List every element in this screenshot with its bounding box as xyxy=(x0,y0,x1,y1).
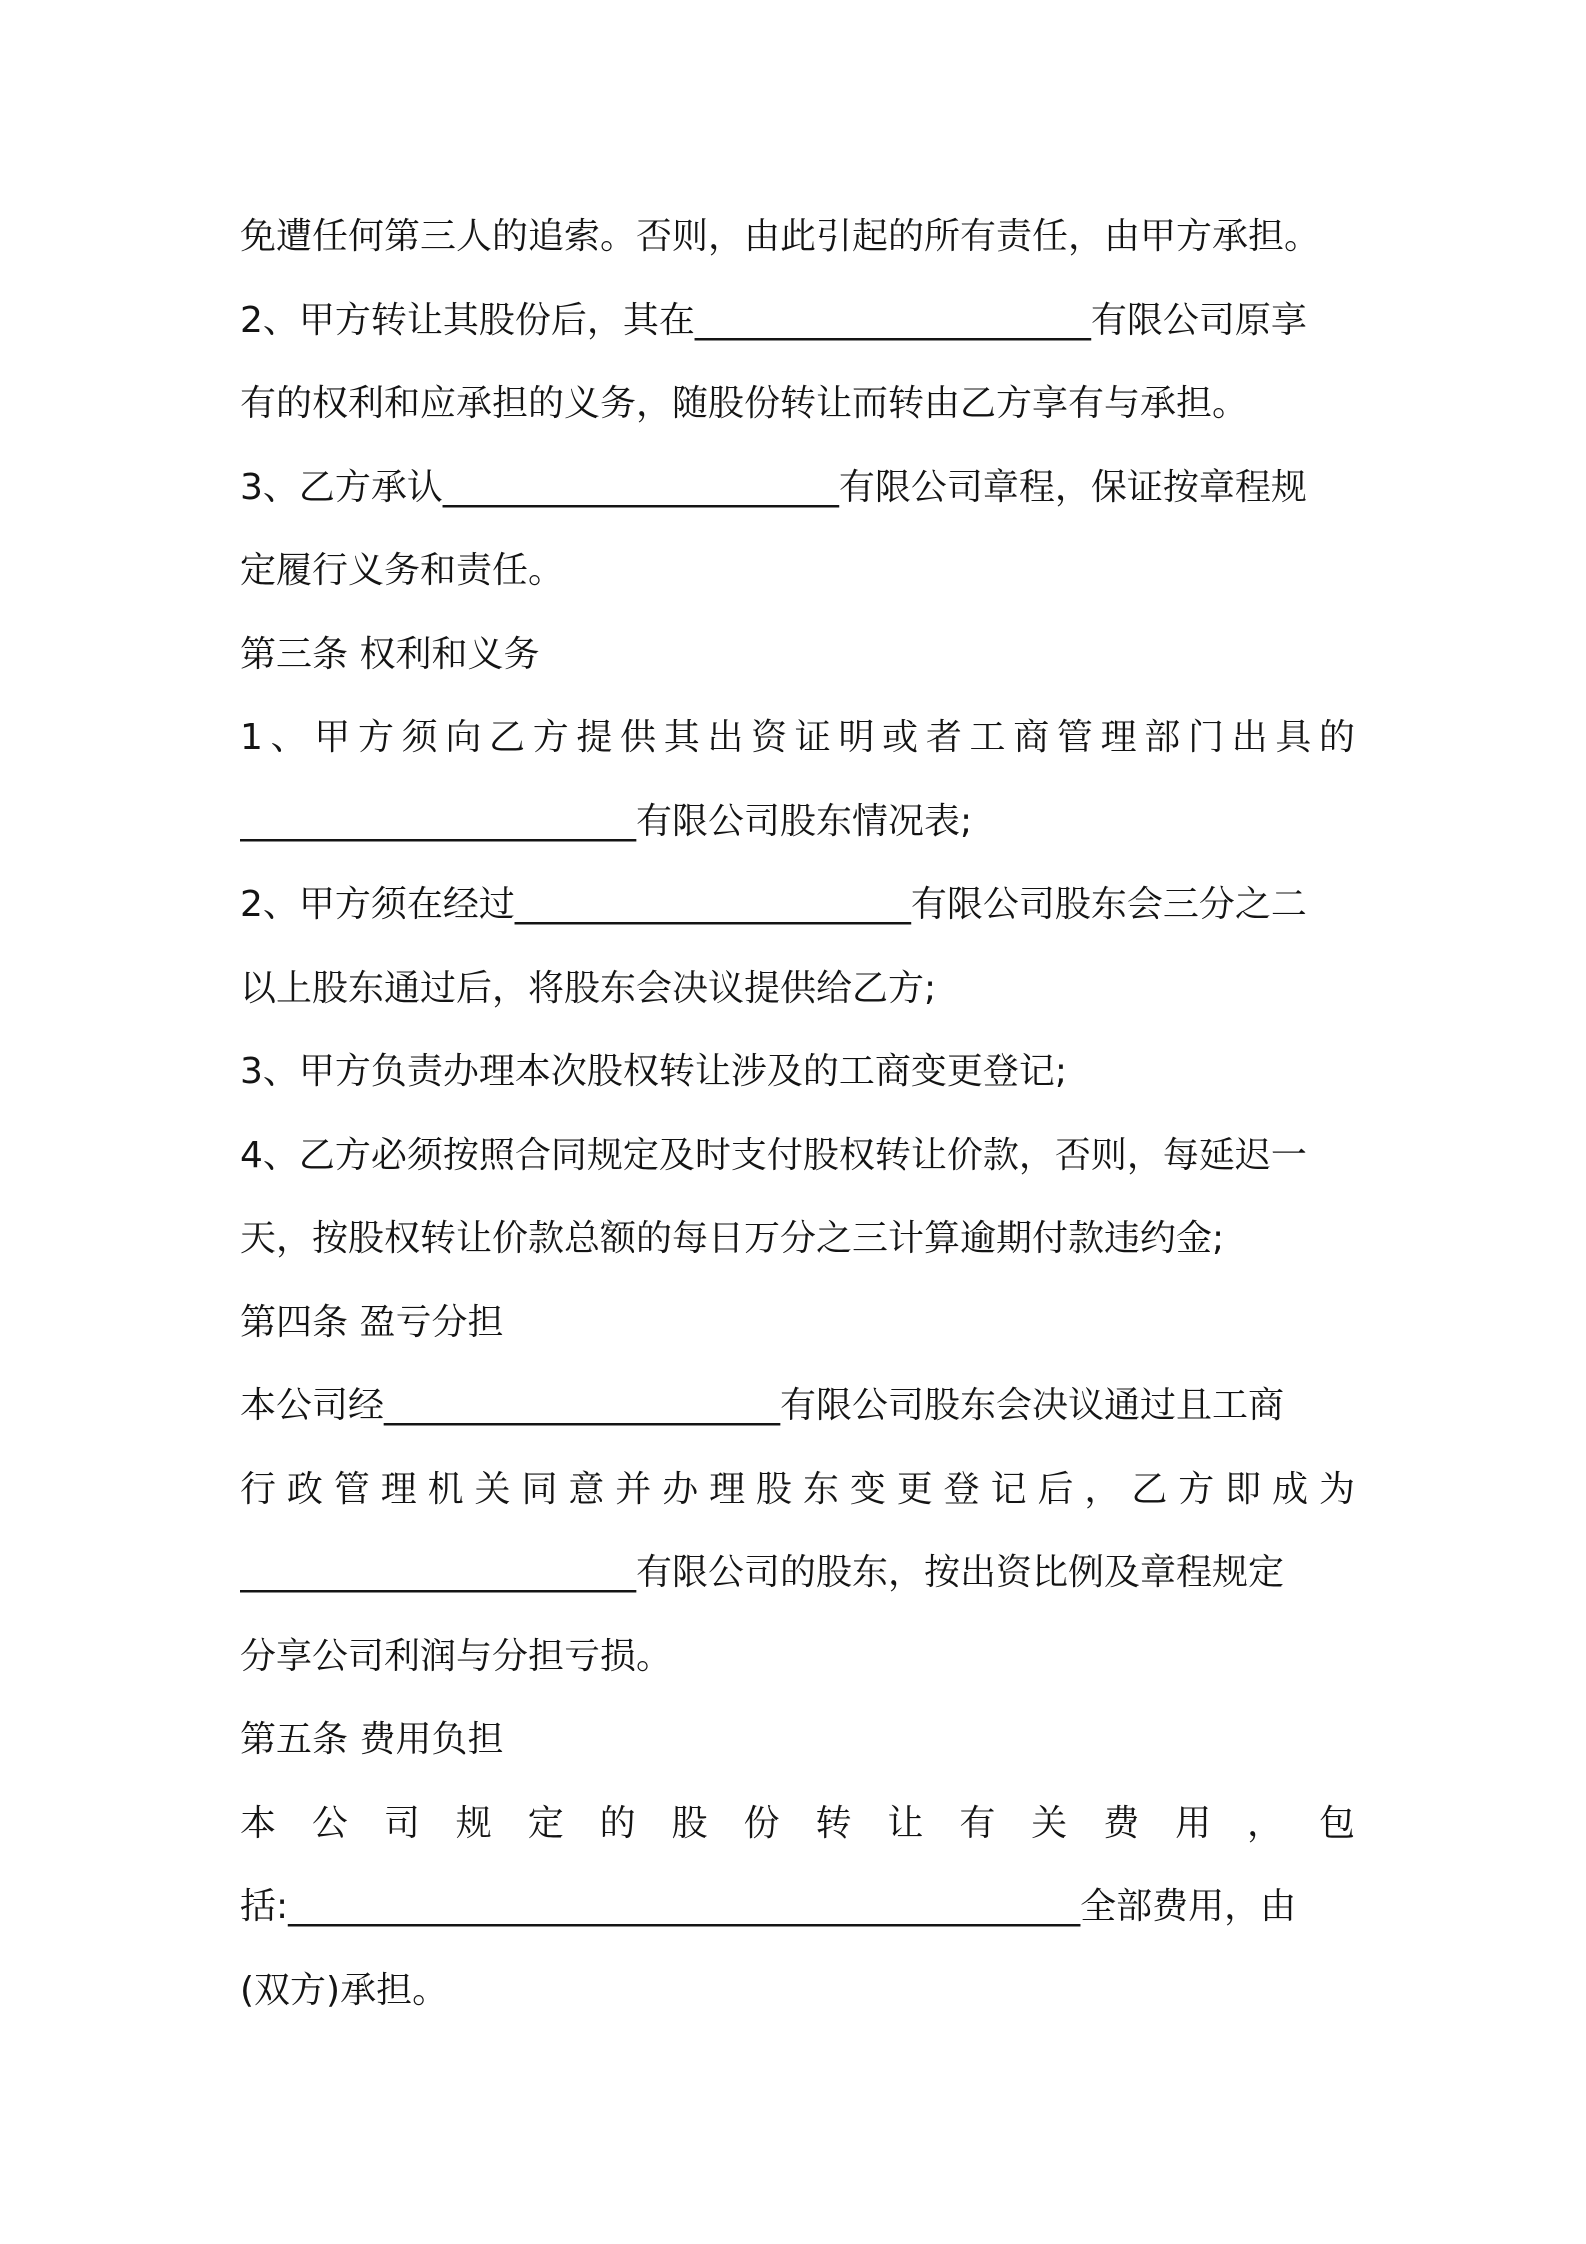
paragraph-line: 行政管理机关同意并办理股东变更登记后，乙方即成为 xyxy=(240,1468,1355,1510)
paragraph-line: (双方)承担。 xyxy=(240,1969,449,2011)
paragraph-line: 本 公 司 规 定 的 股 份 转 让 有 关 费 用 ， 包 xyxy=(240,1802,1355,1844)
paragraph-line: 以上股东通过后，将股东会决议提供给乙方; xyxy=(240,967,937,1009)
paragraph-line: 3、乙方承认______________________有限公司章程，保证按章程规 xyxy=(240,466,1307,508)
paragraph-line: 括:____________________________________________全部费用，由 xyxy=(240,1886,1297,1927)
paragraph-line: 免遭任何第三人的追索。否则，由此引起的所有责任，由甲方承担。 xyxy=(240,216,1321,257)
paragraph-line: 4、乙方必须按照合同规定及时支付股权转让价款，否则，每延迟一 xyxy=(240,1134,1307,1176)
contract-text xyxy=(240,195,1355,2032)
paragraph-line: ______________________有限公司股东情况表; xyxy=(240,800,973,842)
paragraph-line: 分享公司利润与分担亏损。 xyxy=(240,1635,673,1677)
paragraph-line: 有的权利和应承担的义务，随股份转让而转由乙方享有与承担。 xyxy=(240,383,1249,424)
paragraph-line: ______________________有限公司的股东，按出资比例及章程规定 xyxy=(240,1552,1285,1593)
paragraph-line: 2、甲方须在经过______________________有限公司股东会三分之二 xyxy=(240,884,1307,925)
paragraph-line: 天，按股权转让价款总额的每日万分之三计算逾期付款违约金; xyxy=(240,1218,1225,1259)
paragraph-line: 本公司经______________________有限公司股东会决议通过且工商 xyxy=(240,1385,1285,1426)
paragraph-line: 定履行义务和责任。 xyxy=(240,550,565,591)
paragraph-line: 3、甲方负责办理本次股权转让涉及的工商变更登记; xyxy=(240,1051,1068,1092)
paragraph-line: 2、甲方转让其股份后，其在______________________有限公司原享 xyxy=(240,299,1307,341)
paragraph-line: 1、甲方须向乙方提供其出资证明或者工商管理部门出具的 xyxy=(240,717,1355,758)
section-heading: 第四条 盈亏分担 xyxy=(240,1301,504,1343)
section-heading: 第三条 权利和义务 xyxy=(240,633,540,675)
section-heading: 第五条 费用负担 xyxy=(240,1719,504,1760)
